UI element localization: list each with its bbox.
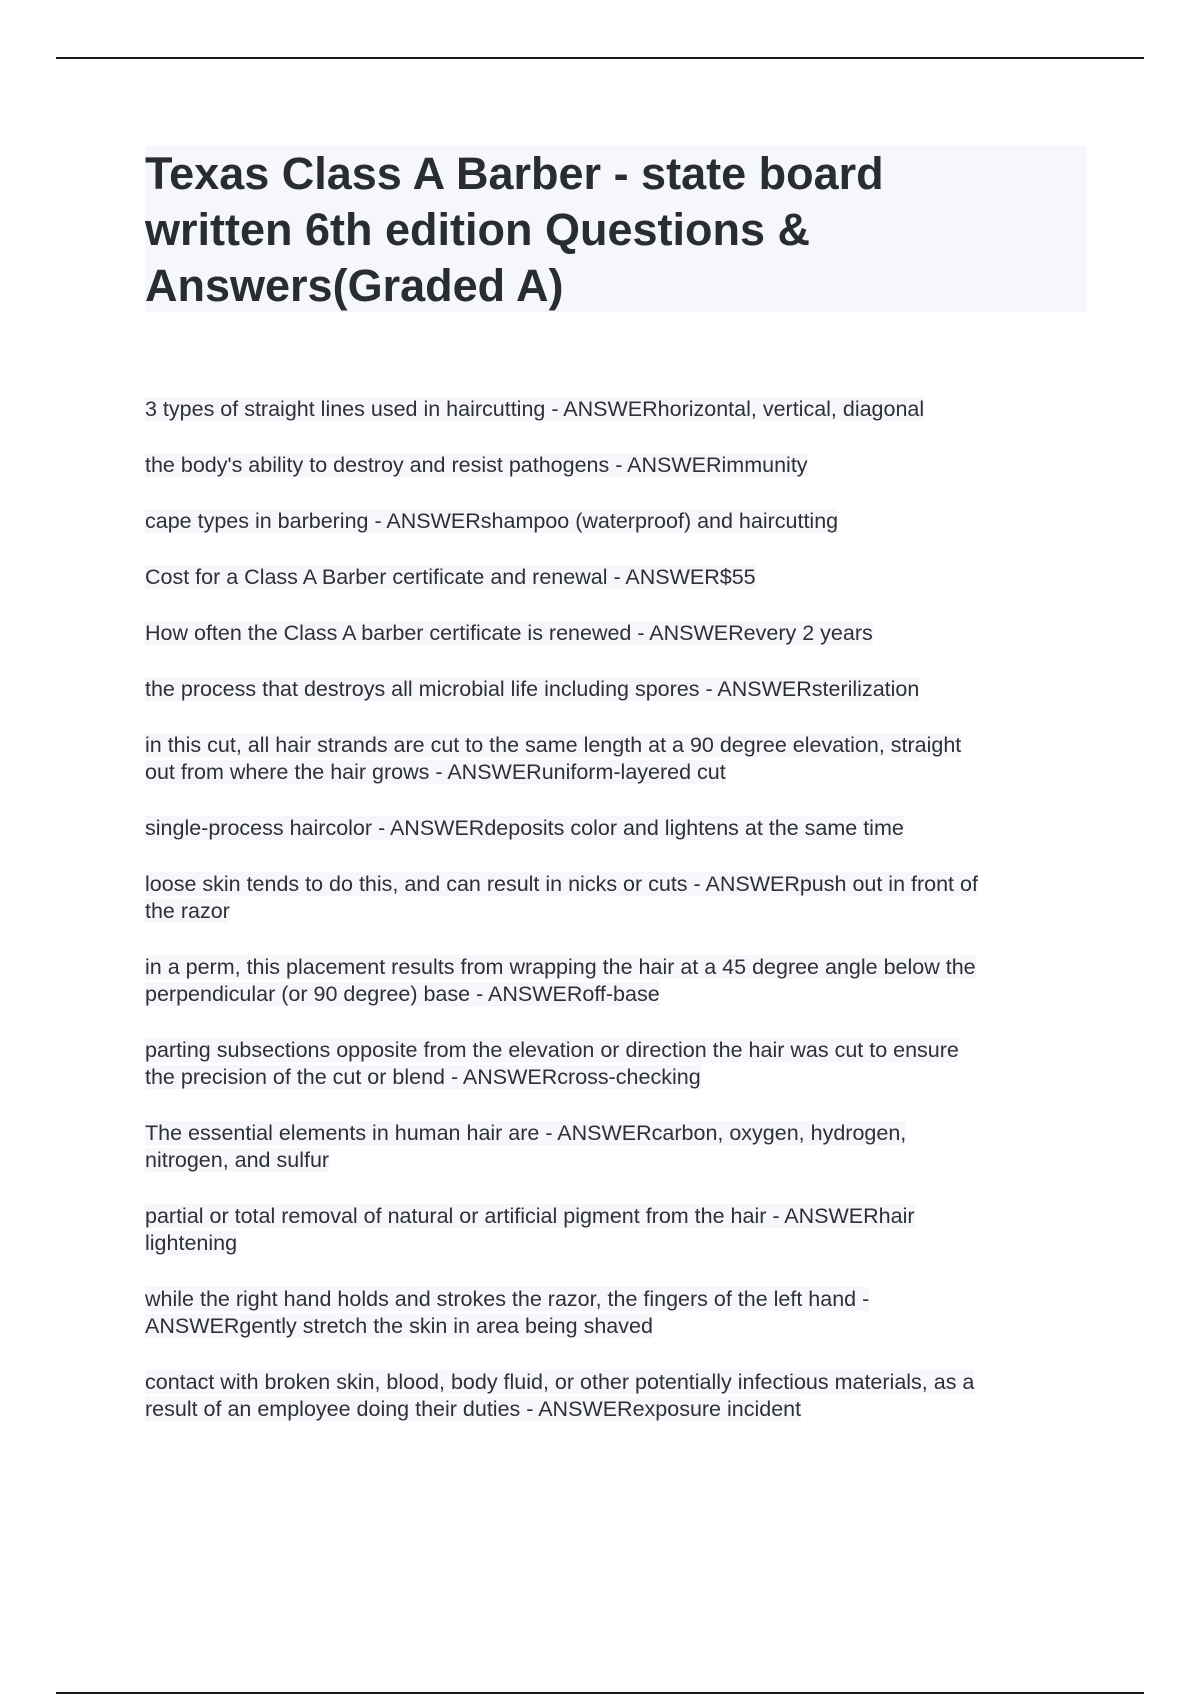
document-title: Texas Class A Barber - state board written 6th edition Questions & Answers(Graded A) xyxy=(145,148,884,311)
qa-item xyxy=(145,732,1095,786)
title-block xyxy=(145,146,1087,312)
qa-item xyxy=(145,1203,1095,1257)
qa-item xyxy=(145,620,1095,647)
qa-item-text: parting subsections opposite from the elevation or direction the hair was cut to ensure the precision of the cut or blend - ANSWERcross-checking xyxy=(145,1038,959,1089)
qa-item xyxy=(145,1037,1095,1091)
qa-item xyxy=(145,452,1095,479)
qa-item xyxy=(145,1286,1095,1340)
qa-item xyxy=(145,676,1095,703)
qa-item xyxy=(145,396,1095,423)
top-rule xyxy=(56,57,1144,59)
qa-item-text: cape types in barbering - ANSWERshampoo (waterproof) and haircutting xyxy=(145,509,839,533)
bottom-rule xyxy=(56,1692,1144,1694)
qa-item-text: single-process haircolor - ANSWERdeposits color and lightens at the same time xyxy=(145,816,904,840)
qa-item xyxy=(145,1369,1095,1423)
qa-item-text: partial or total removal of natural or artificial pigment from the hair - ANSWERhair lightening xyxy=(145,1204,915,1255)
qa-item-text: loose skin tends to do this, and can result in nicks or cuts - ANSWERpush out in front of the razor xyxy=(145,872,978,923)
qa-item xyxy=(145,954,1095,1008)
qa-list xyxy=(145,396,1095,1452)
qa-item-text: contact with broken skin, blood, body fluid, or other potentially infectious materials, as a result of an employee doing their duties - ANSWERexposure incident xyxy=(145,1370,975,1421)
qa-item-text: the process that destroys all microbial life including spores - ANSWERsterilization xyxy=(145,677,920,701)
qa-item-text: in this cut, all hair strands are cut to the same length at a 90 degree elevation, straight out from where the hair grows - ANSWERuniform-layered cut xyxy=(145,733,962,784)
qa-item xyxy=(145,871,1095,925)
qa-item-text: Cost for a Class A Barber certificate and renewal - ANSWER$55 xyxy=(145,565,756,589)
qa-item-text: 3 types of straight lines used in haircutting - ANSWERhorizontal, vertical, diagonal xyxy=(145,397,925,421)
qa-item xyxy=(145,1120,1095,1174)
qa-item xyxy=(145,815,1095,842)
qa-item xyxy=(145,564,1095,591)
qa-item-text: The essential elements in human hair are - ANSWERcarbon, oxygen, hydrogen, nitrogen, and sulfur xyxy=(145,1121,907,1172)
qa-item xyxy=(145,508,1095,535)
qa-item-text: How often the Class A barber certificate is renewed - ANSWERevery 2 years xyxy=(145,621,873,645)
qa-item-text: while the right hand holds and strokes the razor, the fingers of the left hand - ANSWERgently stretch the skin in area being shaved xyxy=(145,1287,870,1338)
qa-item-text: in a perm, this placement results from wrapping the hair at a 45 degree angle below the perpendicular (or 90 degree) base - ANSWERoff-base xyxy=(145,955,976,1006)
qa-item-text: the body's ability to destroy and resist pathogens - ANSWERimmunity xyxy=(145,453,808,477)
